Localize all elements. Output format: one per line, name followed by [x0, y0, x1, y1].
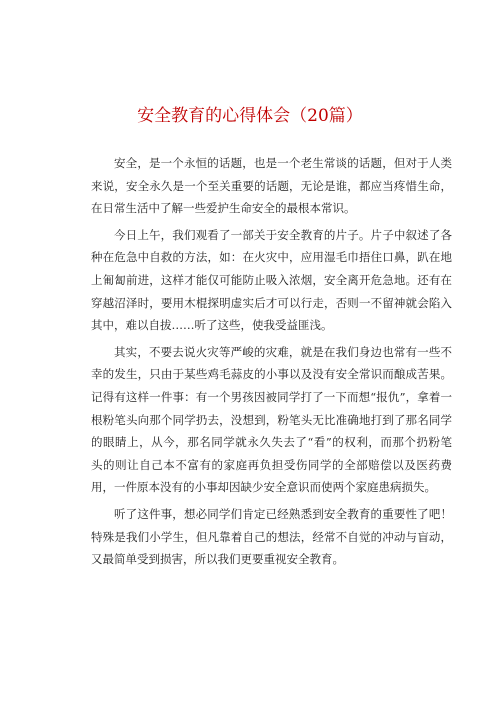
text-line: 听了这件事，想必同学们肯定已经熟悉到安全教育的重要性了吧！: [114, 506, 452, 521]
page-title: 安全教育的心得体会（20篇）: [137, 106, 363, 126]
text-line: 头的则让自己本不富有的家庭再负担受伤同学的全部赔偿以及医药费: [91, 457, 452, 472]
text-line: 种在危急中自救的方法，如：在火灾中，应用湿毛巾捂住口鼻，趴在地: [91, 250, 452, 265]
paragraph-3: [68, 341, 452, 499]
text-line: 安全，是一个永恒的话题，也是一个老生常谈的话题，但对于人类: [114, 156, 452, 170]
text-line: 幸的发生，只由于某些鸡毛蒜皮的小事以及没有安全常识而酿成苦果。: [91, 367, 452, 382]
text-line: 在日常生活中了解一些爱护生命安全的最根本常识。: [91, 201, 356, 216]
text-line: 的眼睛上，从今，那名同学就永久失去了“看”的权利，而那个扔粉笔: [91, 435, 452, 450]
text-line: 其实，不要去说火灾等严峻的灾难，就是在我们身边也常有一些不: [114, 344, 452, 359]
document-body: [68, 152, 452, 575]
text-line: 上匍匐前进，这样才能仅可能防止吸入浓烟，安全离开危急地。还有在: [91, 272, 452, 287]
paragraph-2: [68, 224, 452, 337]
text-line: 今日上午，我们观看了一部关于安全教育的片子。片子中叙述了各: [114, 227, 452, 242]
paragraph-4: [68, 503, 452, 571]
text-line: 又最简单受到损害，所以我们更要重视安全教育。: [91, 552, 344, 567]
text-line: 用，一件原本没有的小事却因缺少安全意识而使两个家庭患病损失。: [91, 480, 436, 495]
text-line: 来说，安全永久是一个至关重要的话题，无论是谁，都应当疼惜生命，: [91, 178, 452, 193]
text-line: 穿越沼泽时，要用木棍探明虚实后才可以行走，否则一不留神就会陷入: [91, 295, 452, 310]
text-line: 根粉笔头向那个同学扔去，没想到，粉笔头无比准确地打到了那名同学: [91, 412, 452, 427]
text-line: 特殊是我们小学生，但凡靠着自己的想法，经常不自觉的冲动与盲动，: [91, 529, 452, 544]
text-line: 其中，难以自拔……听了这些，使我受益匪浅。: [91, 318, 333, 333]
text-line: 记得有这样一件事：有一个男孩因被同学打了一下而想“报仇”，拿着一: [91, 389, 452, 404]
paragraph-1: [68, 152, 452, 220]
